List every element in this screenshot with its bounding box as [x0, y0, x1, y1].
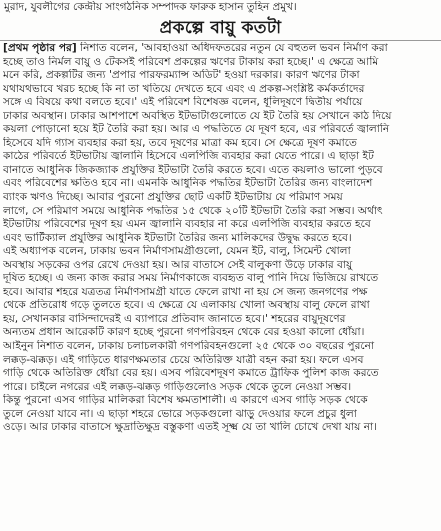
- article-line: হবে। আবার শহরে যত্রতত্র নির্মাণসামগ্রী যাতে ফেলে রাখা না হয় সে জন্য জনগণের পক্ষ: [3, 285, 368, 298]
- article-line: অবস্থায় সড়কের ওপর রেখে দেওয়া হয়। আর বাতাসে সেই বালুকণা উড়ে ঢাকার বায়ু: [3, 258, 353, 271]
- article-line: ঢাকার অবস্থান। ঢাকার আশপাশে অবস্থিত ইটভাটাগুলোতে যে ইট তৈরি হয় সেখানে কাঠ দিয়ে: [3, 109, 392, 122]
- article-line: এবং পরিবেশের ক্ষতিও হবে না। এমনকি আধুনিক পদ্ধতির ইটভাটা তৈরির জন্য বাংলাদেশ: [3, 177, 373, 190]
- article-line: আইনুন নিশাত বলেন, ঢাকায় চলাচলকারী গণপরিবহনগুলো ২৫ থেকে ৩০ বছরের পুরনো: [3, 340, 375, 353]
- article-line: সঙ্গে এ বিষয়ে কথা বলতে হবে।' এই পরিবেশ বিশেষজ্ঞ বলেন, ধূলিদূষণে দ্বিতীয় পর্যায়ে: [3, 96, 363, 109]
- continued-from-front-page-tag: [প্রথম পৃষ্ঠার পর]: [3, 42, 77, 54]
- article-line: তুলে নেওয়া যাবে না। এ ছাড়া শহরে ভোরে সড়কগুলো ঝাড়ু দেওয়ার ফলে প্রচুর ধুলা: [3, 407, 357, 420]
- article-line: হয়, সেখানকার বাসিন্দাদেরই এ ব্যাপারে প্রতিবাদ জানাতে হবে।' শহরের বায়ুদূষণের: [3, 312, 346, 325]
- previous-article-tail: মুরাদ, যুবলীগের কেন্দ্রীয় সাংগঠনিক সম্পাদক ফারুক হাসান তুহিন প্রমুখ।: [4, 1, 297, 13]
- article-line: অন্যতম প্রধান আরেকটি কারণ হচ্ছে পুরনো গণপরিবহন থেকে বের হওয়া কালো ধোঁয়া।: [3, 326, 365, 339]
- article-line: কয়লা পোড়ানো হয়ে ইট তৈরি করা হয়। আর এ পদ্ধতিতে যে দূষণ হবে, এর পরিবর্তে জ্বালানি: [3, 123, 390, 136]
- article-line: কিন্তু পুরনো এসব গাড়ির মালিকরা বিশেষ ক্ষমতাশালী। এ কারণে এসব গাড়ি সড়ক থেকে: [3, 394, 368, 407]
- first-line-text: নিশাত বলেন, 'আবহাওয়া অধিদফতরের নতুন যে বহুতল ভবন নির্মাণ করা: [76, 42, 388, 54]
- article-line: লক্কড়-ঝক্কড়। এই গাড়িতে ধারণক্ষমতার চেয়ে অতিরিক্ত যাত্রী বহন করা হয়। ফলে এসব: [3, 353, 364, 366]
- article-line: এই অধ্যাপক বলেন, ঢাকায় ভবন নির্মাণসামগ্রীগুলো, যেমন ইট, বালু, সিমেন্ট খোলা: [3, 245, 351, 258]
- article-line: বানাতে আধুনিক জিকজ্যাক প্রযুক্তির ইটভাটা তৈরি করতে হবে। এতে কয়লাও ভালো পুড়বে: [3, 163, 383, 176]
- article-line: যথাযথভাবে খরচ হচ্ছে কি না তা খতিয়ে দেখতে হবে এবং এ প্রকল্প-সংশ্লিষ্ট কর্মকর্তাদের: [3, 82, 365, 95]
- article-line: দূষিত হচ্ছে। এ জন্য কাজ করার সময় নির্মাণকাজে ব্যবহৃত বালু পানি দিয়ে ভিজিয়ে রাখতে: [3, 272, 379, 285]
- article-line-first: [3, 42, 438, 56]
- article-line: কাঠের পরিবর্তে ইটভাটায় জ্বালানি হিসেবে এলপিজি ব্যবহার করা যেতে পারে। এ ছাড়া ইট: [3, 150, 374, 163]
- article-line: ব্যাংক ঋণও দিচ্ছে। আবার পুরনো প্রযুক্তির ছোট একটি ইটভাটায় যে পরিমাণ সময়: [3, 191, 343, 204]
- article-line: ওড়ে। আর ঢাকার বাতাসে ক্ষুদ্রাতিক্ষুদ্র বস্তুকণা এতই সূক্ষ্ম যে তা খালি চোখে দেখা যায় না।: [3, 421, 377, 434]
- article-line: লাগে, সে পরিমাণ সময়ে আধুনিক পদ্ধতির ১৫ থেকে ২০টি ইটভাটা তৈরি করা সম্ভব। অর্থাৎ: [3, 204, 383, 217]
- article-line: হচ্ছে তাও নির্মল বায়ু ও টেকসই পরিবেশ প্রকল্পের ঋণের টাকায় করা হচ্ছে।' এ ক্ষেত্রে আমি: [3, 55, 379, 68]
- article-line: থেকে প্রতিরোধ গড়ে তুলতে হবে। এ ক্ষেত্রে যে এলাকায় খোলা অবস্থায় বালু ফেলে রাখা: [3, 299, 370, 312]
- article-line: গাড়ি থেকে অতিরিক্ত ধোঁয়া বের হয়। এসব পরিবেশদূষণ কমাতে ট্রাফিক পুলিশ কাজ করতে: [3, 367, 379, 380]
- article-body: [3, 42, 438, 435]
- article-line: এবং ভার্টিক্যাল প্রযুক্তির আধুনিক ইটভাটা তৈরির জন্য মালিকদের উদ্বুদ্ধ করতে হবে।: [3, 231, 352, 244]
- article-line: ইটভাটায় পরিবেশের দূষণ হয় এমন জ্বালানি ব্যবহার না করে এলপিজি ব্যবহার করতে হবে: [3, 218, 371, 231]
- article-line: মনে করি, প্রকল্পটির জন্য 'প্রপার পারফরম্যান্স অডিট' হওয়া দরকার। কারণ ঋণের টাকা: [3, 69, 360, 82]
- headline-divider: [0, 40, 441, 41]
- article-line: পারে। চাইলে নগরের এই লক্কড়-ঝক্কড় গাড়িগুলোও সড়ক থেকে তুলে নেওয়া সম্ভব।: [3, 380, 352, 393]
- article-line: হিসেবে যদি গ্যাস ব্যবহার করা হয়, তবে দূষণের মাত্রা কম হবে। সে ক্ষেত্রে দূষণ কমাতে: [3, 136, 357, 149]
- article-headline: প্রকল্পে বায়ু কতটা: [159, 18, 282, 38]
